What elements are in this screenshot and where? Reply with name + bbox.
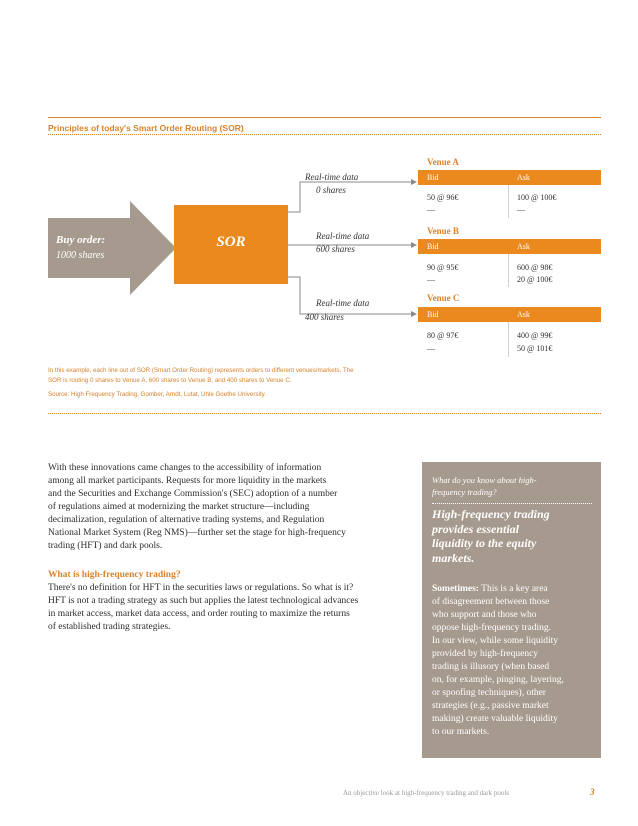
route-c-shares: 400 shares (305, 312, 344, 322)
venue-b-bid-2: — (427, 275, 435, 284)
venue-b-header (418, 239, 601, 254)
text-line: oppose high-frequency trading. (432, 623, 551, 633)
sidebar-headline (432, 507, 597, 565)
page-number: 3 (590, 787, 595, 797)
venue-c-ask-1: 400 @ 99€ (517, 331, 553, 340)
text-line: provides essential (432, 521, 519, 536)
venue-b-ask-2: 20 @ 100€ (517, 275, 553, 284)
buy-order-shares: 1000 shares (56, 250, 105, 261)
venue-c-bid-2: — (427, 344, 435, 353)
venue-b-divider (508, 254, 509, 287)
figure-note-line-2: SOR is routing 0 shares to Venue A, 600 shares to Venue B, and 400 shares to Venue C. (48, 377, 292, 384)
venue-c-divider (508, 322, 509, 357)
figure-note-line-1: In this example, each line out of SOR (Smart Order Routing) represents orders to different venues/markets. The (48, 367, 354, 374)
venue-a-title: Venue A (427, 157, 459, 167)
body-paragraph-1 (48, 462, 426, 553)
text-line: trading (HFT) and dark pools. (48, 541, 163, 551)
route-a-shares: 0 shares (316, 185, 346, 195)
venue-c-bid-1: 80 @ 97€ (427, 331, 459, 340)
text-line: trading is illusory (when based (432, 662, 550, 672)
sidebar-answer (432, 583, 594, 739)
sidebar-rule (432, 503, 592, 504)
text-line: of established trading strategies. (48, 622, 171, 632)
route-line-venue-c (288, 277, 370, 314)
section-heading: What is high-frequency trading? (48, 570, 181, 580)
text-line: in market access, market data access, and order routing to maximize the returns (48, 609, 350, 619)
sidebar-answer-label: Sometimes: (432, 584, 479, 594)
text-line: HFT is not a trading strategy as such but applies the latest technological advances (48, 596, 359, 606)
text-line: In our view, while some liquidity (432, 636, 559, 646)
venue-a-bid-header: Bid (427, 173, 439, 182)
figure-bottom-rule (48, 413, 601, 414)
text-line: National Market System (Reg NMS)—further set the stage for high-frequency (48, 528, 346, 538)
text-line: frequency trading? (432, 487, 497, 497)
sor-label: SOR (216, 234, 246, 250)
figure-source: Source: High Frequency Trading, Gomber, Arndt, Lutat, Uhle Goethe University. (48, 391, 266, 398)
sidebar-question (432, 474, 592, 498)
route-a-label: Real-time data (305, 172, 359, 182)
venue-a-divider (508, 185, 509, 218)
venue-a-bid-2: — (427, 205, 435, 214)
venue-b-bid-1: 90 @ 95€ (427, 263, 459, 272)
text-line: among all market participants. Requests for more liquidity in the markets (48, 476, 327, 486)
body-paragraph-2 (48, 582, 426, 634)
venue-c-ask-2: 50 @ 101€ (517, 344, 553, 353)
text-line: to our markets. (432, 727, 490, 737)
venue-a-ask-header: Ask (517, 173, 530, 182)
text-line: and the Securities and Exchange Commission's (SEC) adoption of a number (48, 489, 338, 499)
route-c-label: Real-time data (316, 298, 370, 308)
text-line: High-frequency trading (432, 507, 550, 521)
text-line: provided by high-frequency (432, 649, 539, 659)
text-line: of disagreement between those (432, 597, 550, 607)
text-line: With these innovations came changes to the accessibility of information (48, 463, 322, 473)
text-line: who support and those who (432, 610, 537, 620)
venue-a-ask-1: 100 @ 100€ (517, 193, 557, 202)
text-line: markets. (432, 550, 475, 565)
venue-a-ask-2: — (517, 205, 525, 214)
text-line: making) create valuable liquidity (432, 714, 558, 724)
venue-b-ask-1: 600 @ 98€ (517, 263, 553, 272)
buy-order-label: Buy order: (56, 234, 106, 246)
venue-b-bid-header: Bid (427, 242, 439, 251)
footer-text: An objective look at high-frequency trading and dark pools (343, 789, 510, 797)
text-line: strategies (e.g., passive market (432, 701, 549, 711)
venue-a-bid-1: 50 @ 96€ (427, 193, 459, 202)
text-line: liquidity to the equity (432, 536, 537, 550)
venue-c-bid-header: Bid (427, 310, 439, 319)
venue-c-title: Venue C (427, 293, 460, 303)
sidebar-answer-first: This is a key area (478, 584, 548, 594)
route-b-label: Real-time data (316, 231, 370, 241)
text-line: decimalization, regulation of alternative trading systems, and Regulation (48, 515, 325, 525)
venue-b-ask-header: Ask (517, 242, 530, 251)
venue-c-header (418, 307, 601, 322)
figure-title: Principles of today's Smart Order Routing (SOR) (48, 123, 244, 133)
text-line: What do you know about high- (432, 475, 537, 485)
text-line (432, 583, 594, 596)
venue-b-title: Venue B (427, 226, 459, 236)
text-line: There's no definition for HFT in the securities laws or regulations. So what is it? (48, 583, 354, 593)
venue-c-ask-header: Ask (517, 310, 530, 319)
text-line: or spoofing techniques), other (432, 688, 546, 698)
text-line: of regulations aimed at modernizing the market structure—including (48, 502, 310, 512)
route-b-shares: 600 shares (316, 244, 355, 254)
venue-a-header (418, 170, 601, 185)
text-line: on, for example, pinging, layering, (432, 675, 564, 685)
